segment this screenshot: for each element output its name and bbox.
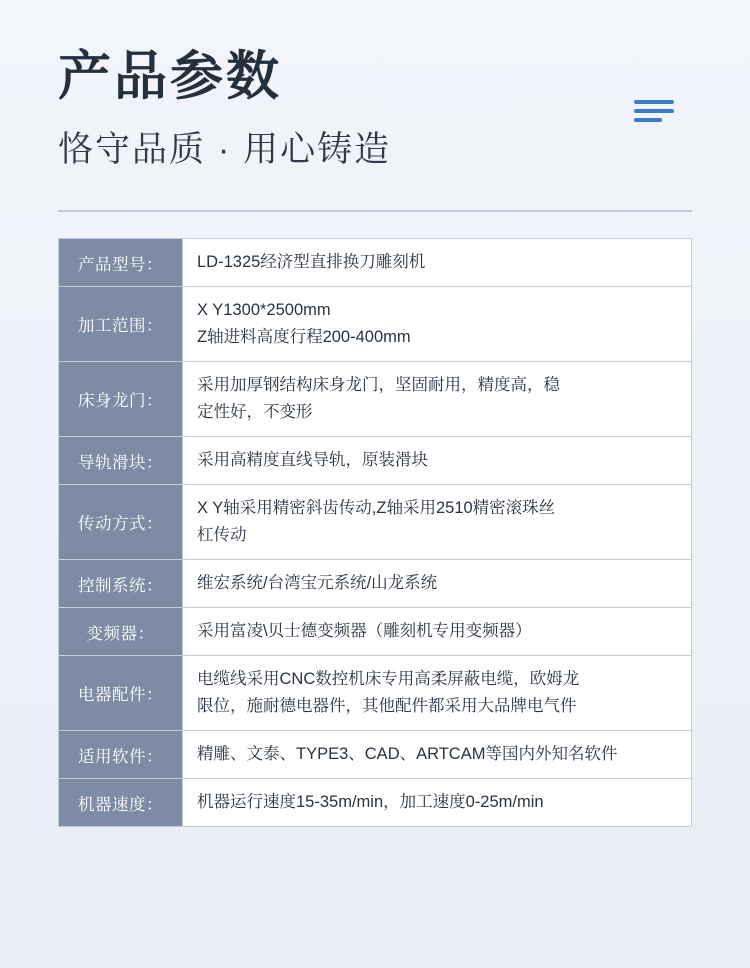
spec-label: 传动方式： — [59, 485, 183, 559]
table-row — [59, 731, 691, 779]
spec-label: 控制系统： — [59, 560, 183, 607]
spec-value — [183, 731, 691, 778]
spec-value-line: 精雕、文泰、TYPE3、CAD、ARTCAM等国内外知名软件 — [197, 745, 618, 764]
spec-label: 加工范围： — [59, 287, 183, 361]
spec-value-line: 限位，施耐德电器件，其他配件都采用大品牌电气件 — [197, 697, 577, 716]
table-row — [59, 287, 691, 362]
page-header — [26, 0, 724, 188]
table-row — [59, 437, 691, 485]
spec-value — [183, 608, 691, 655]
table-row — [59, 779, 691, 827]
spec-value-line: 维宏系统/台湾宝元系统/山龙系统 — [197, 574, 438, 593]
hamburger-menu-icon[interactable] — [634, 100, 674, 122]
spec-label: 电器配件： — [59, 656, 183, 730]
spec-value — [183, 437, 691, 484]
table-row — [59, 485, 691, 560]
spec-label: 变频器： — [59, 608, 183, 655]
spec-label: 床身龙门： — [59, 362, 183, 436]
spec-label: 导轨滑块： — [59, 437, 183, 484]
spec-table — [58, 238, 692, 827]
spec-value-line: Z轴进料高度行程200-400mm — [197, 328, 411, 347]
spec-value-line: 电缆线采用CNC数控机床专用高柔屏蔽电缆，欧姆龙 — [197, 670, 580, 689]
spec-value-line: 机器运行速度15-35m/min，加工速度0-25m/min — [197, 793, 544, 812]
menu-bar-3 — [634, 118, 662, 122]
spec-label: 适用软件： — [59, 731, 183, 778]
table-row — [59, 656, 691, 731]
spec-value — [183, 656, 691, 730]
spec-value — [183, 560, 691, 607]
spec-value-line: X Y1300*2500mm — [197, 301, 331, 320]
spec-label: 机器速度： — [59, 779, 183, 826]
spec-value-line: 采用高精度直线导轨，原装滑块 — [197, 451, 428, 470]
table-row — [59, 608, 691, 656]
spec-label: 产品型号： — [59, 239, 183, 286]
spec-value-line: X Y轴采用精密斜齿传动,Z轴采用2510精密滚珠丝 — [197, 499, 556, 518]
spec-value-line: 采用富凌\贝士德变频器（雕刻机专用变频器） — [197, 622, 532, 641]
spec-value — [183, 239, 691, 286]
spec-value-line: 采用加厚钢结构床身龙门，坚固耐用，精度高，稳 — [197, 376, 560, 395]
spec-value — [183, 287, 691, 361]
table-row — [59, 362, 691, 437]
spec-value-line: 定性好，不变形 — [197, 403, 313, 422]
spec-value — [183, 779, 691, 826]
page-subtitle: 恪守品质 · 用心铸造 — [58, 130, 392, 170]
menu-bar-1 — [634, 100, 674, 104]
spec-value — [183, 485, 691, 559]
header-divider — [58, 210, 692, 212]
page-title: 产品参数 — [58, 47, 282, 106]
table-row — [59, 239, 691, 287]
table-row — [59, 560, 691, 608]
spec-value-line: 杠传动 — [197, 526, 247, 545]
spec-value — [183, 362, 691, 436]
menu-bar-2 — [634, 109, 674, 113]
spec-value-line: LD-1325经济型直排换刀雕刻机 — [197, 253, 426, 272]
